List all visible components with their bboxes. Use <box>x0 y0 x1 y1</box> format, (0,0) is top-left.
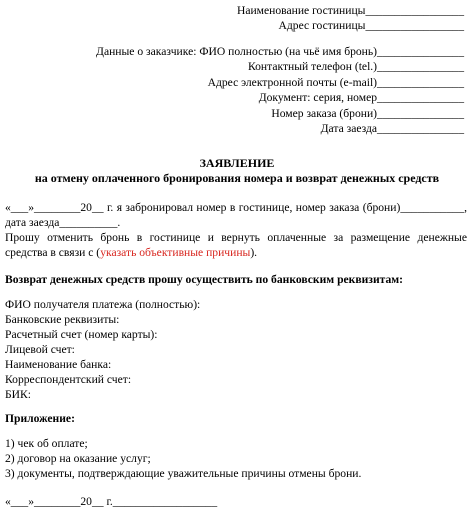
document-title: ЗАЯВЛЕНИЕ <box>199 156 275 170</box>
attachment-item-2: 2) договор на оказание услуг; <box>5 452 151 465</box>
signature-date-line: «___»________20__ г.__________________ <box>5 495 218 508</box>
request-prefix: средства в связи с ( <box>5 246 101 259</box>
reason-placeholder: указать объективные причины <box>100 246 251 259</box>
email-field: Адрес электронной почты (e-mail)_______________ <box>207 75 464 89</box>
bik-field: БИК: <box>5 388 31 401</box>
order-number-field: Номер заказа (брони)_______________ <box>271 106 464 120</box>
personal-account-field: Лицевой счет: <box>5 343 75 356</box>
corr-account-field: Корреспондентский счет: <box>5 373 132 386</box>
hotel-name-field: Наименование гостиницы_________________ <box>236 4 464 17</box>
attachment-item-1: 1) чек об оплате; <box>5 437 88 450</box>
payee-field: ФИО получателя платежа (полностью): <box>5 298 201 311</box>
account-field: Расчетный счет (номер карты): <box>5 328 158 341</box>
hotel-address-field: Адрес гостиницы_________________ <box>278 19 464 33</box>
arrival-date-field: Дата заезда_______________ <box>320 121 464 135</box>
document-field: Документ: серия, номер_______________ <box>258 91 464 105</box>
booking-statement-line2: дата заезда__________. <box>5 216 121 229</box>
booking-statement-line1: «___»________20__ г. я забронировал номер в гостинице, номер заказа (брони)___________, <box>5 201 467 214</box>
bank-name-field: Наименование банка: <box>5 358 112 371</box>
attachment-heading: Приложение: <box>5 412 75 425</box>
request-suffix: ). <box>250 246 258 259</box>
refund-heading: Возврат денежных средств прошу осуществить по банковским реквизитам: <box>5 273 404 286</box>
request-line2 <box>5 245 257 261</box>
customer-name-field: Данные о заказчике: ФИО полностью (на чьё имя бронь)_______________ <box>96 45 464 58</box>
attachment-item-3: 3) документы, подтверждающие уважительные причины отмены брони. <box>5 467 362 480</box>
customer-block <box>96 44 464 136</box>
document-subtitle: на отмену оплаченного бронирования номера и возврат денежных средств <box>34 171 440 185</box>
request-line1: Прошу отменить бронь в гостинице и вернуть оплаченные за размещение денежные <box>5 231 467 244</box>
header-block <box>237 3 464 34</box>
bank-details-field: Банковские реквизиты: <box>5 313 120 326</box>
contact-phone-field: Контактный телефон (tel.)_______________ <box>247 60 464 74</box>
